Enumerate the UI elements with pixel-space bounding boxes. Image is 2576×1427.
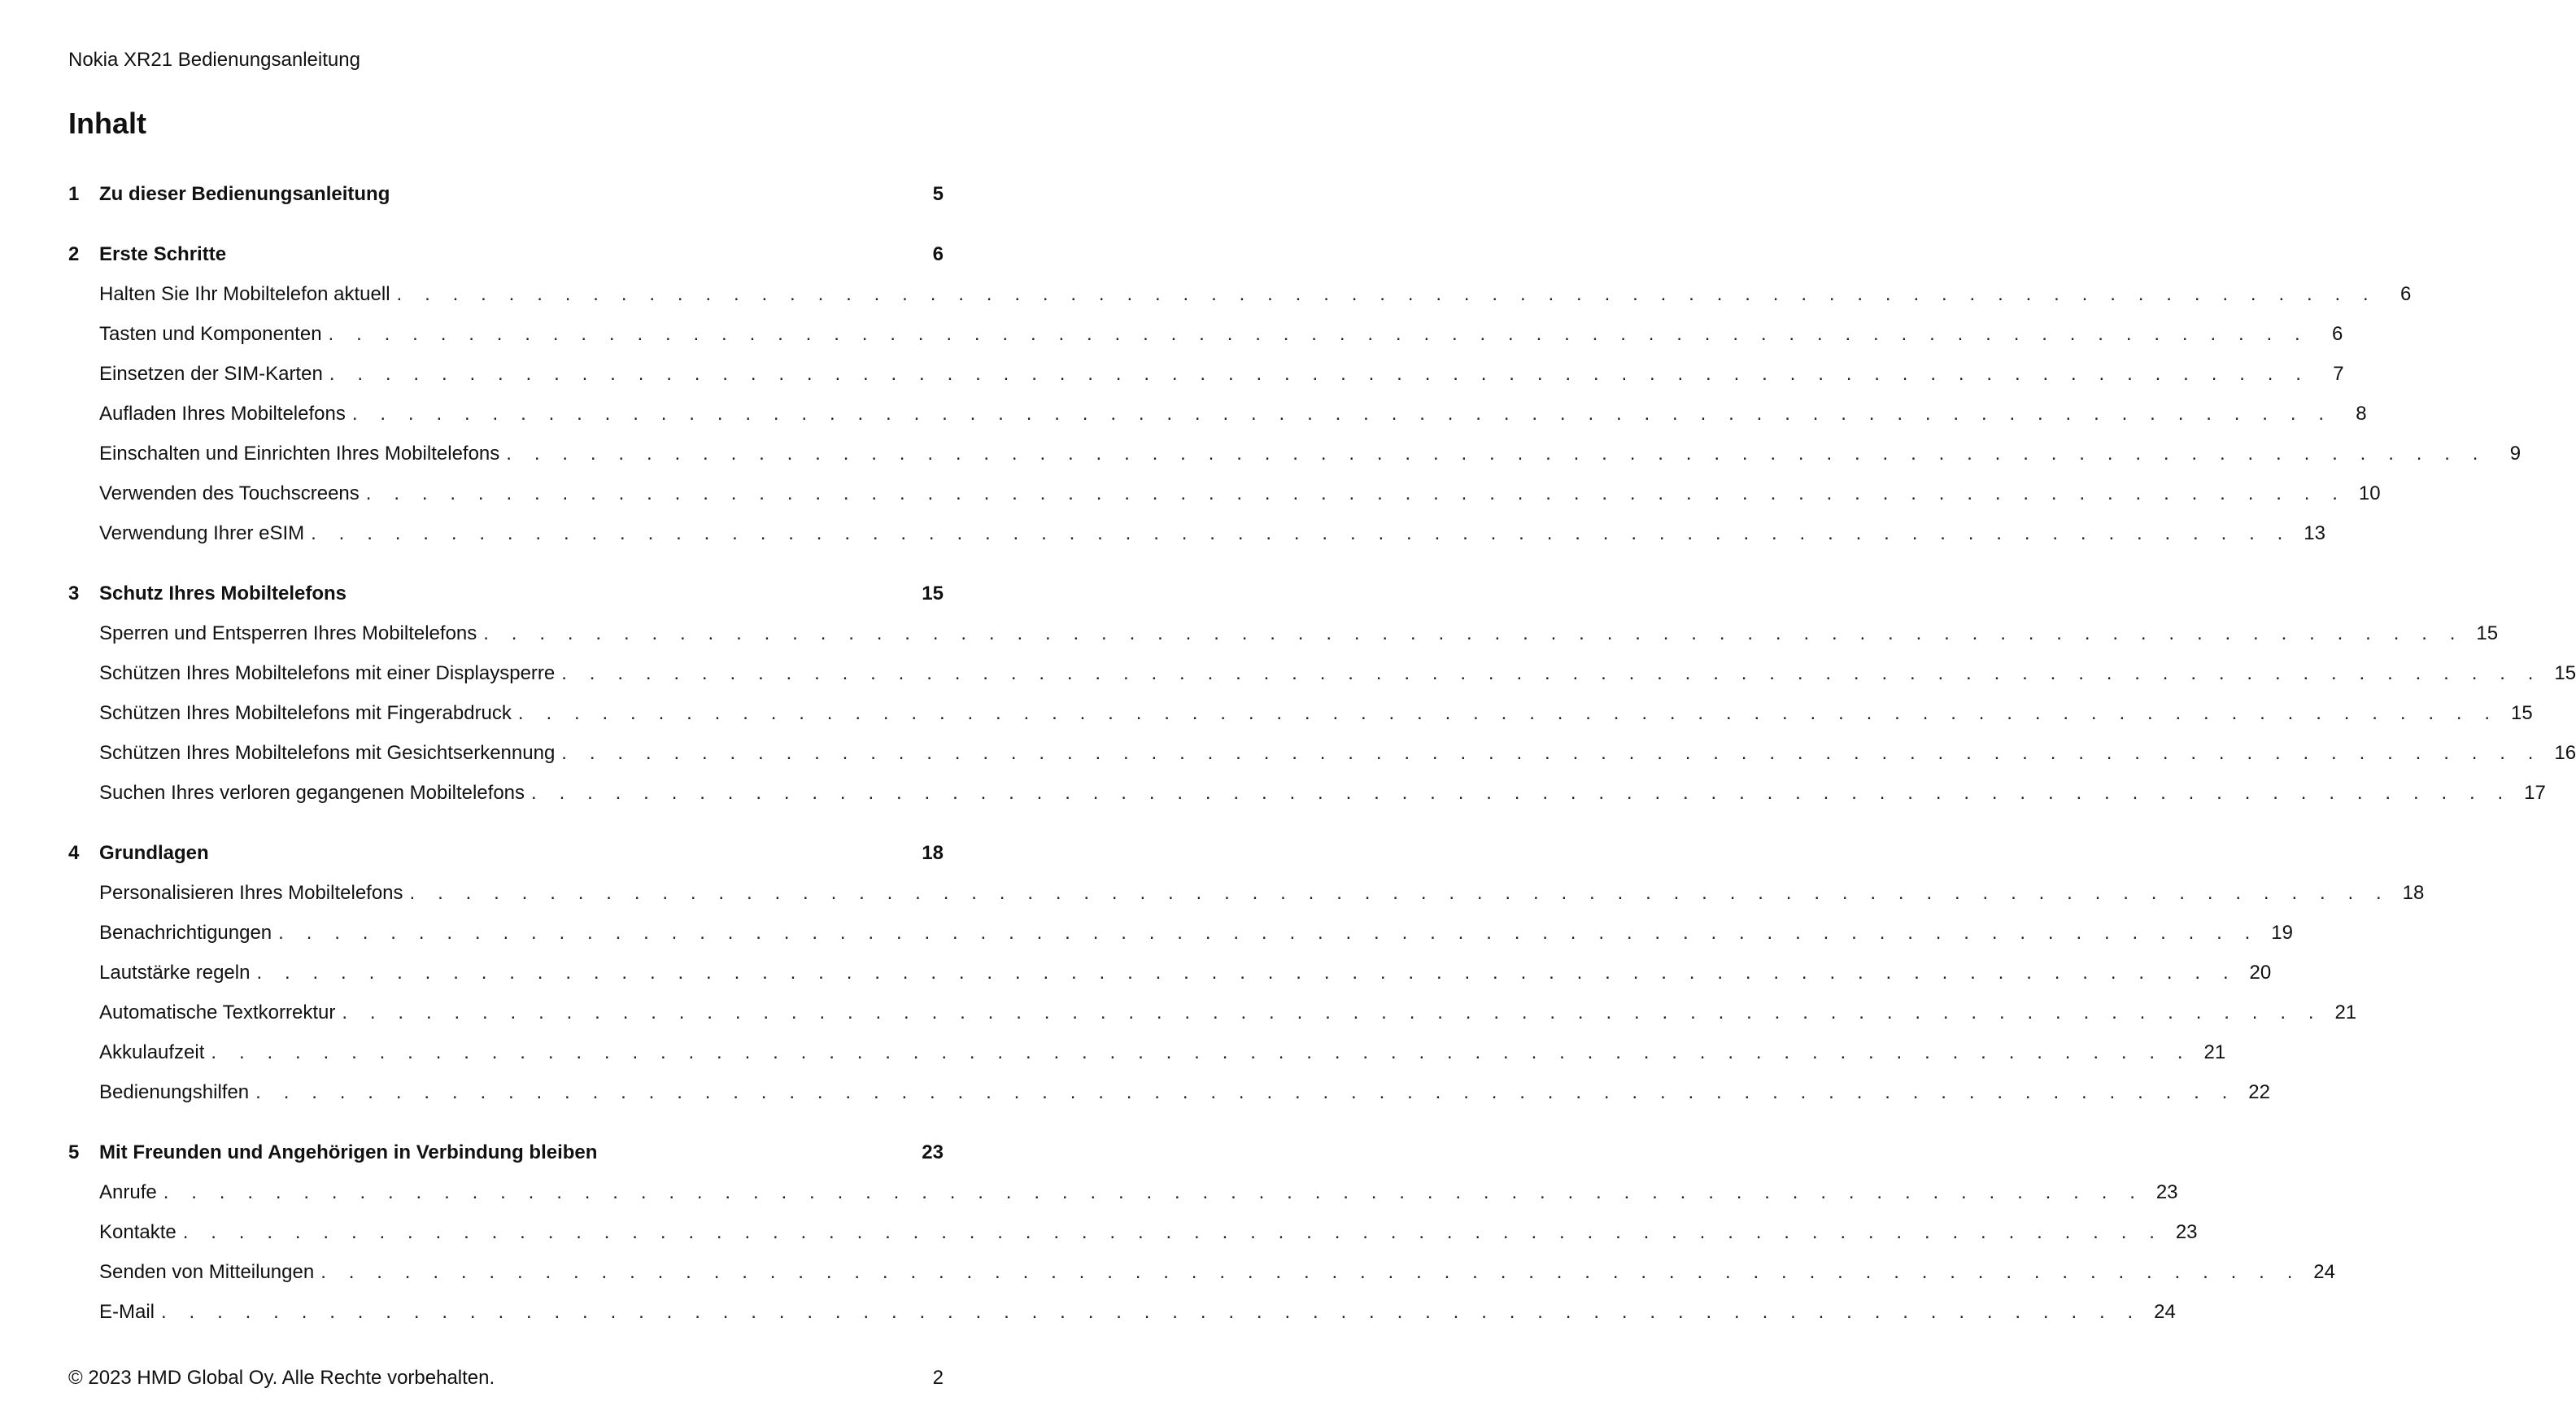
dot-leader: . . . . . . . . . . . . . . . . . . . . . . . . . . . . . . . . . . . . . . . . . . . . . . . . . . . . . . . . . . . . . . . . . . . . . . . — [506, 443, 2487, 465]
toc-entry-title: Schützen Ihres Mobiltelefons mit einer Displaysperre — [99, 662, 556, 684]
toc-chapter-heading[interactable] — [68, 1132, 944, 1172]
toc-entry-page-number: 20 — [2249, 962, 2272, 984]
toc-entry-title: Verwendung Ihrer eSIM — [99, 522, 305, 544]
toc-entry-page-number: 10 — [2358, 482, 2381, 504]
chapter-number: 2 — [68, 243, 80, 265]
dot-leader: . . . . . . . . . . . . . . . . . . . . . . . . . . . . . . . . . . . . . . . . . . . . . . . . . . . . . . . . . . . . . . . . . . . . . . . — [409, 882, 2391, 904]
toc-entry-title: Anrufe — [99, 1181, 157, 1203]
chapter-page-number: 5 — [932, 183, 944, 205]
toc-entry-title: Benachrichtigungen — [99, 922, 272, 944]
table-of-contents — [68, 174, 2576, 1352]
toc-chapter — [68, 174, 944, 214]
toc-entry[interactable] — [68, 274, 2412, 314]
toc-entry[interactable] — [68, 773, 2546, 813]
toc-entry-page-number: 15 — [2476, 622, 2499, 644]
chapter-number: 1 — [68, 183, 80, 205]
dot-leader: . . . . . . . . . . . . . . . . . . . . . . . . . . . . . . . . . . . . . . . . . . . . . . . . . . . . . . . . . . . . . . . . . . . . . . . — [182, 1221, 2164, 1243]
toc-entry-page-number: 23 — [2175, 1221, 2198, 1243]
toc-entry-title: Automatische Textkorrektur — [99, 1002, 336, 1023]
dot-leader: . . . . . . . . . . . . . . . . . . . . . . . . . . . . . . . . . . . . . . . . . . . . . . . . . . . . . . . . . . . . . . . . . . . . . . . — [161, 1301, 2142, 1323]
dot-leader: . . . . . . . . . . . . . . . . . . . . . . . . . . . . . . . . . . . . . . . . . . . . . . . . . . . . . . . . . . . . . . . . . . . . . . . — [342, 1002, 2323, 1023]
chapter-page-number: 23 — [922, 1141, 944, 1163]
chapter-title: Zu dieser Bedienungsanleitung — [99, 183, 390, 205]
toc-chapter — [68, 1132, 2335, 1332]
toc-entry-title: Senden von Mitteilungen — [99, 1261, 315, 1283]
toc-entry-page-number: 18 — [2402, 882, 2425, 904]
dot-leader: . . . . . . . . . . . . . . . . . . . . . . . . . . . . . . . . . . . . . . . . . . . . . . . . . . . . . . . . . . . . . . . . . . . . . . . — [561, 742, 2543, 764]
toc-entry[interactable] — [68, 1032, 2226, 1072]
toc-entry-page-number: 22 — [2248, 1081, 2270, 1103]
toc-entry-title: Suchen Ihres verloren gegangenen Mobiltelefons — [99, 782, 525, 804]
toc-entry[interactable] — [68, 394, 2367, 434]
dot-leader: . . . . . . . . . . . . . . . . . . . . . . . . . . . . . . . . . . . . . . . . . . . . . . . . . . . . . . . . . . . . . . . . . . . . . . . — [256, 962, 2238, 984]
chapter-number: 3 — [68, 583, 80, 604]
dot-leader: . . . . . . . . . . . . . . . . . . . . . . . . . . . . . . . . . . . . . . . . . . . . . . . . . . . . . . . . . . . . . . . . . . . . . . . — [278, 922, 2259, 944]
chapter-title: Mit Freunden und Angehörigen in Verbindung bleiben — [99, 1141, 598, 1163]
toc-entry-page-number: 9 — [2509, 443, 2522, 465]
toc-entry-page-number: 21 — [2203, 1041, 2226, 1063]
toc-entry[interactable] — [68, 613, 2499, 653]
chapter-title: Grundlagen — [99, 842, 209, 864]
toc-chapter-heading[interactable] — [68, 174, 944, 214]
chapter-page-number: 15 — [922, 583, 944, 604]
dot-leader: . . . . . . . . . . . . . . . . . . . . . . . . . . . . . . . . . . . . . . . . . . . . . . . . . . . . . . . . . . . . . . . . . . . . . . . — [255, 1081, 2236, 1103]
toc-entry-page-number: 7 — [2333, 363, 2344, 385]
toc-entry[interactable] — [68, 653, 2576, 693]
dot-leader: . . . . . . . . . . . . . . . . . . . . . . . . . . . . . . . . . . . . . . . . . . . . . . . . . . . . . . . . . . . . . . . . . . . . . . . — [311, 522, 2291, 544]
toc-chapter-heading[interactable] — [68, 574, 944, 613]
toc-chapter — [68, 833, 2425, 1112]
toc-entry-page-number: 6 — [2331, 323, 2343, 345]
dot-leader: . . . . . . . . . . . . . . . . . . . . . . . . . . . . . . . . . . . . . . . . . . . . . . . . . . . . . . . . . . . . . . . . . . . . . . . — [328, 323, 2309, 345]
chapter-page-number: 18 — [922, 842, 944, 864]
dot-leader: . . . . . . . . . . . . . . . . . . . . . . . . . . . . . . . . . . . . . . . . . . . . . . . . . . . . . . . . . . . . . . . . . . . . . . . — [561, 662, 2543, 684]
running-header: Nokia XR21 Bedienungsanleitung — [68, 49, 360, 71]
dot-leader: . . . . . . . . . . . . . . . . . . . . . . . . . . . . . . . . . . . . . . . . . . . . . . . . . . . . . . . . . . . . . . . . . . . . . . . — [517, 702, 2499, 724]
chapter-title: Erste Schritte — [99, 243, 227, 265]
toc-entry-page-number: 19 — [2271, 922, 2293, 944]
toc-entry-title: E-Mail — [99, 1301, 155, 1323]
toc-entry[interactable] — [68, 693, 2533, 733]
toc-entry[interactable] — [68, 1072, 2270, 1112]
dot-leader: . . . . . . . . . . . . . . . . . . . . . . . . . . . . . . . . . . . . . . . . . . . . . . . . . . . . . . . . . . . . . . . . . . . . . . . — [163, 1181, 2144, 1203]
chapter-page-number: 6 — [932, 243, 944, 265]
toc-entry-title: Halten Sie Ihr Mobiltelefon aktuell — [99, 283, 390, 305]
chapter-title: Schutz Ihres Mobiltelefons — [99, 583, 347, 604]
dot-leader: . . . . . . . . . . . . . . . . . . . . . . . . . . . . . . . . . . . . . . . . . . . . . . . . . . . . . . . . . . . . . . . . . . . . . . . — [483, 622, 2465, 644]
toc-entry-page-number: 24 — [2313, 1261, 2335, 1283]
toc-entry-page-number: 6 — [2399, 283, 2412, 305]
toc-entry[interactable] — [68, 354, 2344, 394]
toc-entry-title: Lautstärke regeln — [99, 962, 251, 984]
toc-entry[interactable] — [68, 1172, 2178, 1212]
toc-entry-title: Schützen Ihres Mobiltelefons mit Fingerabdruck — [99, 702, 512, 724]
dot-leader: . . . . . . . . . . . . . . . . . . . . . . . . . . . . . . . . . . . . . . . . . . . . . . . . . . . . . . . . . . . . . . . . . . . . . . . — [396, 283, 2378, 305]
toc-entry[interactable] — [68, 1252, 2335, 1292]
toc-entry[interactable] — [68, 434, 2522, 473]
toc-entry-page-number: 13 — [2304, 522, 2325, 544]
toc-entry[interactable] — [68, 1292, 2176, 1332]
toc-entry-title: Aufladen Ihres Mobiltelefons — [99, 403, 346, 425]
toc-entry[interactable] — [68, 913, 2293, 953]
toc-entry-title: Akkulaufzeit — [99, 1041, 205, 1063]
toc-entry-title: Einschalten und Einrichten Ihres Mobiltelefons — [99, 443, 500, 465]
toc-entry[interactable] — [68, 993, 2357, 1032]
toc-entry[interactable] — [68, 873, 2425, 913]
dot-leader: . . . . . . . . . . . . . . . . . . . . . . . . . . . . . . . . . . . . . . . . . . . . . . . . . . . . . . . . . . . . . . . . . . . . . . . — [329, 363, 2310, 385]
toc-entry-page-number: 24 — [2154, 1301, 2176, 1323]
page-title: Inhalt — [68, 107, 146, 140]
toc-entry[interactable] — [68, 953, 2272, 993]
toc-entry[interactable] — [68, 733, 2576, 773]
toc-chapter — [68, 234, 2522, 553]
footer-page-number: 2 — [932, 1367, 944, 1389]
toc-entry-title: Tasten und Komponenten — [99, 323, 322, 345]
toc-entry-page-number: 17 — [2524, 782, 2546, 804]
toc-entry-page-number: 8 — [2356, 403, 2367, 425]
toc-entry[interactable] — [68, 314, 2343, 354]
toc-entry-page-number: 21 — [2334, 1002, 2357, 1023]
toc-entry-title: Einsetzen der SIM-Karten — [99, 363, 323, 385]
dot-leader: . . . . . . . . . . . . . . . . . . . . . . . . . . . . . . . . . . . . . . . . . . . . . . . . . . . . . . . . . . . . . . . . . . . . . . . — [211, 1041, 2192, 1063]
toc-entry-title: Personalisieren Ihres Mobiltelefons — [99, 882, 403, 904]
toc-entry-page-number: 15 — [2511, 702, 2533, 724]
toc-chapter-heading[interactable] — [68, 234, 944, 274]
toc-entry-page-number: 16 — [2554, 742, 2576, 764]
toc-entry[interactable] — [68, 513, 2325, 553]
dot-leader: . . . . . . . . . . . . . . . . . . . . . . . . . . . . . . . . . . . . . . . . . . . . . . . . . . . . . . . . . . . . . . . . . . . . . . . — [351, 403, 2333, 425]
toc-entry[interactable] — [68, 1212, 2198, 1252]
toc-entry-title: Sperren und Entsperren Ihres Mobiltelefons — [99, 622, 477, 644]
toc-entry-page-number: 15 — [2554, 662, 2576, 684]
toc-entry-title: Kontakte — [99, 1221, 177, 1243]
footer-copyright: © 2023 HMD Global Oy. Alle Rechte vorbehalten. — [68, 1367, 495, 1389]
dot-leader: . . . . . . . . . . . . . . . . . . . . . . . . . . . . . . . . . . . . . . . . . . . . . . . . . . . . . . . . . . . . . . . . . . . . . . . — [531, 782, 2512, 804]
chapter-number: 5 — [68, 1141, 80, 1163]
toc-chapter — [68, 574, 2576, 813]
dot-leader: . . . . . . . . . . . . . . . . . . . . . . . . . . . . . . . . . . . . . . . . . . . . . . . . . . . . . . . . . . . . . . . . . . . . . . . — [320, 1261, 2301, 1283]
toc-entry-title: Schützen Ihres Mobiltelefons mit Gesichtserkennung — [99, 742, 556, 764]
toc-entry-title: Bedienungshilfen — [99, 1081, 250, 1103]
chapter-number: 4 — [68, 842, 80, 864]
toc-entry-page-number: 23 — [2155, 1181, 2178, 1203]
toc-chapter-heading[interactable] — [68, 833, 944, 873]
toc-entry[interactable] — [68, 473, 2381, 513]
toc-entry-title: Verwenden des Touchscreens — [99, 482, 360, 504]
dot-leader: . . . . . . . . . . . . . . . . . . . . . . . . . . . . . . . . . . . . . . . . . . . . . . . . . . . . . . . . . . . . . . . . . . . . . . . — [365, 482, 2347, 504]
